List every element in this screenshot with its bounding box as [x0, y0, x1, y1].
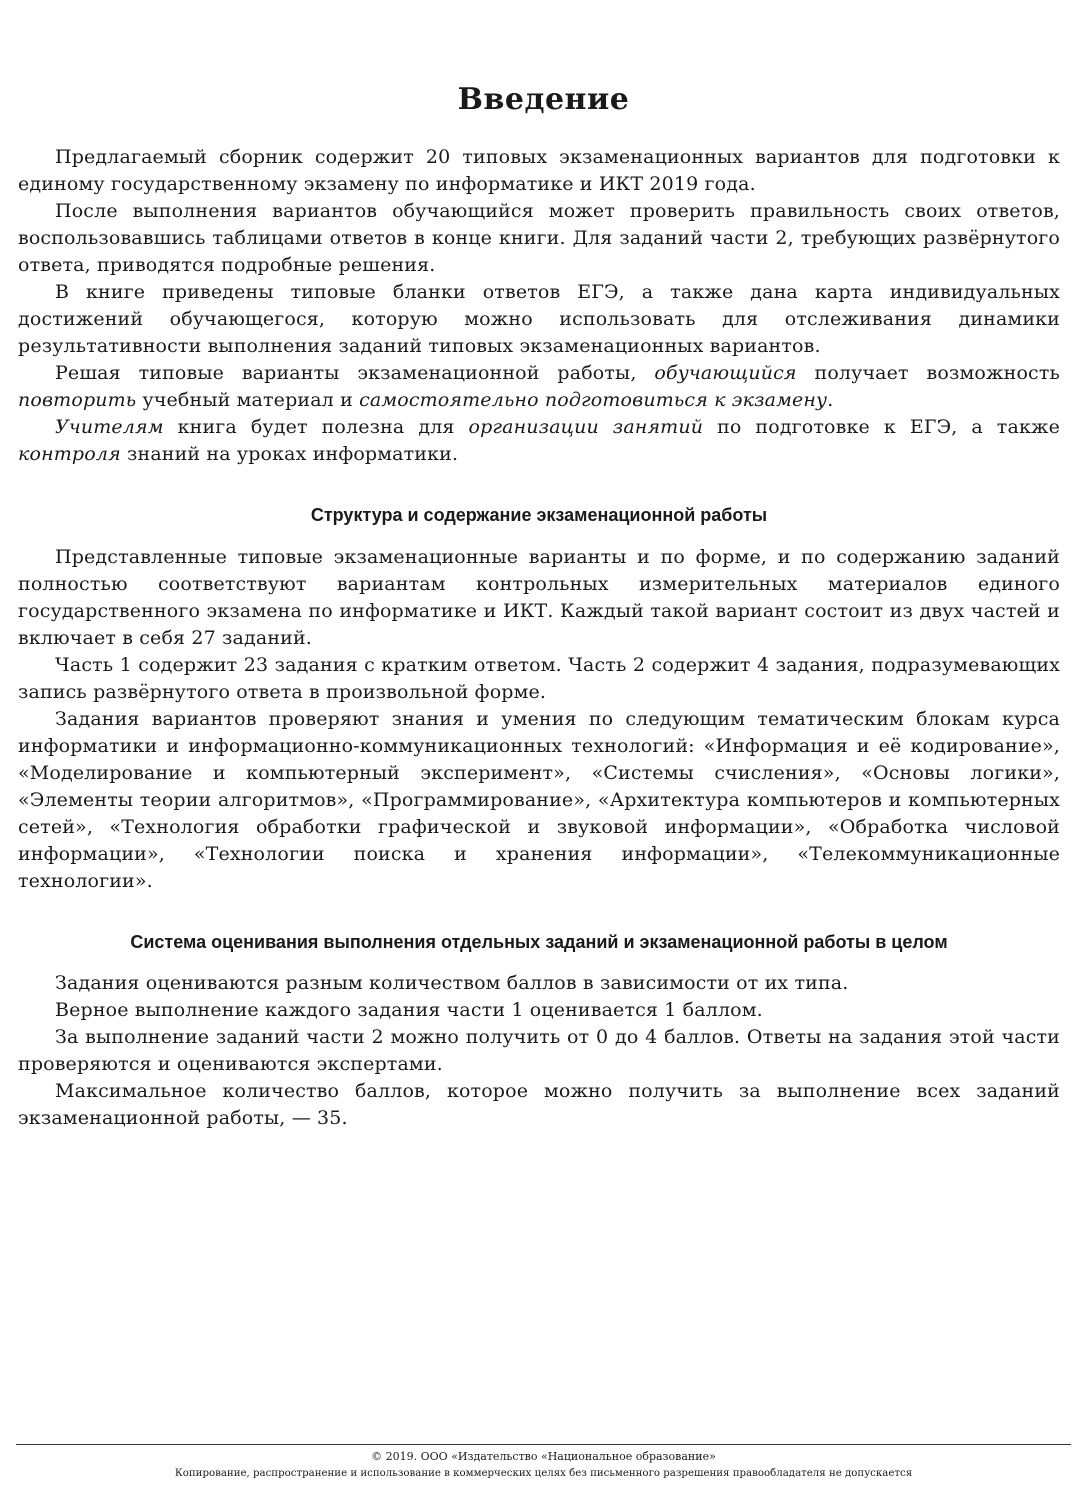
italic-run: самостоятельно подготовиться к экзамену: [359, 389, 828, 411]
italic-run: организации занятий: [468, 416, 704, 438]
italic-run: контроля: [18, 443, 121, 465]
structure-paragraph-2: Часть 1 содержит 23 задания с кратким ответом. Часть 2 содержит 4 задания, подразумевающих запись развёрнутого ответа в произвольной форме.: [18, 654, 1060, 703]
text-run: книга будет полезна для: [163, 416, 469, 438]
grading-paragraph-3: За выполнение заданий части 2 можно получить от 0 до 4 баллов. Ответы на задания этой части проверяются и оцениваются экспертами.: [18, 1026, 1060, 1075]
structure-paragraph-1: Представленные типовые экзаменационные варианты и по форме, и по содержанию заданий полностью соответствуют вариантам контрольных измерительных материалов единого государственного экзамена по информатике и ИКТ. Каждый такой вариант состоит из двух частей и включает в себя 27 заданий.: [18, 546, 1060, 649]
footer-copyright: © 2019. ООО «Издательство «Национальное образование»: [371, 1450, 716, 1463]
intro-paragraph-5: [18, 414, 1060, 468]
text-run: знаний на уроках информатики.: [120, 443, 459, 465]
footer-notice: Копирование, распространение и использование в коммерческих целях без письменного разрешения правообладателя не допускается: [174, 1468, 913, 1479]
italic-run: Учителям: [55, 416, 164, 438]
text-run: Решая типовые варианты экзаменационной работы,: [55, 362, 655, 384]
intro-paragraph-4: [18, 360, 1060, 414]
grading-section: [18, 970, 1060, 1132]
grading-paragraph-2: Верное выполнение каждого задания части 1 оценивается 1 баллом.: [55, 999, 763, 1021]
italic-run: обучающийся: [654, 362, 797, 384]
grading-paragraph-4: Максимальное количество баллов, которое можно получить за выполнение всех заданий экзаменационной работы, — 35.: [18, 1080, 1060, 1129]
grading-paragraph-1: Задания оцениваются разным количеством баллов в зависимости от их типа.: [55, 972, 849, 994]
text-run: по подготовке к ЕГЭ, а также: [703, 416, 1060, 438]
text-run: .: [827, 389, 834, 411]
intro-paragraph-1: Предлагаемый сборник содержит 20 типовых экзаменационных вариантов для подготовки к единому государственному экзамену по информатике и ИКТ 2019 года.: [18, 146, 1060, 195]
intro-paragraph-3: В книге приведены типовые бланки ответов ЕГЭ, а также дана карта индивидуальных достижений обучающегося, которую можно использовать для отслеживания динамики результативности выполнения заданий типовых экзаменационных вариантов.: [18, 281, 1060, 357]
text-run: учебный материал и: [136, 389, 360, 411]
footer-divider: [16, 1444, 1071, 1445]
italic-run: повторить: [18, 389, 137, 411]
structure-section: [18, 544, 1060, 895]
intro-section: [18, 144, 1060, 468]
page-title: Введение: [457, 82, 630, 117]
section-heading-structure: Структура и содержание экзаменационной работы: [310, 505, 768, 525]
text-run: получает возможность: [796, 362, 1060, 384]
structure-paragraph-3: Задания вариантов проверяют знания и умения по следующим тематическим блокам курса информатики и информационно-коммуникационных технологий: «Информация и её кодирование», «Моделирование и компьютерный эксперимент», «Системы счисления», «Основы логики», «Элементы теории алгоритмов», «Программирование», «Архитектура компьютеров и компьютерных сетей», «Технология обработки графической и звуковой информации», «Обработка числовой информации», «Технологии поиска и хранения информации», «Телекоммуникационные технологии».: [18, 708, 1060, 892]
section-heading-grading: Система оценивания выполнения отдельных заданий и экзаменационной работы в целом: [130, 932, 948, 952]
intro-paragraph-2: После выполнения вариантов обучающийся может проверить правильность своих ответов, воспользовавшись таблицами ответов в конце книги. Для заданий части 2, требующих развёрнутого ответа, приводятся подробные решения.: [18, 200, 1060, 276]
